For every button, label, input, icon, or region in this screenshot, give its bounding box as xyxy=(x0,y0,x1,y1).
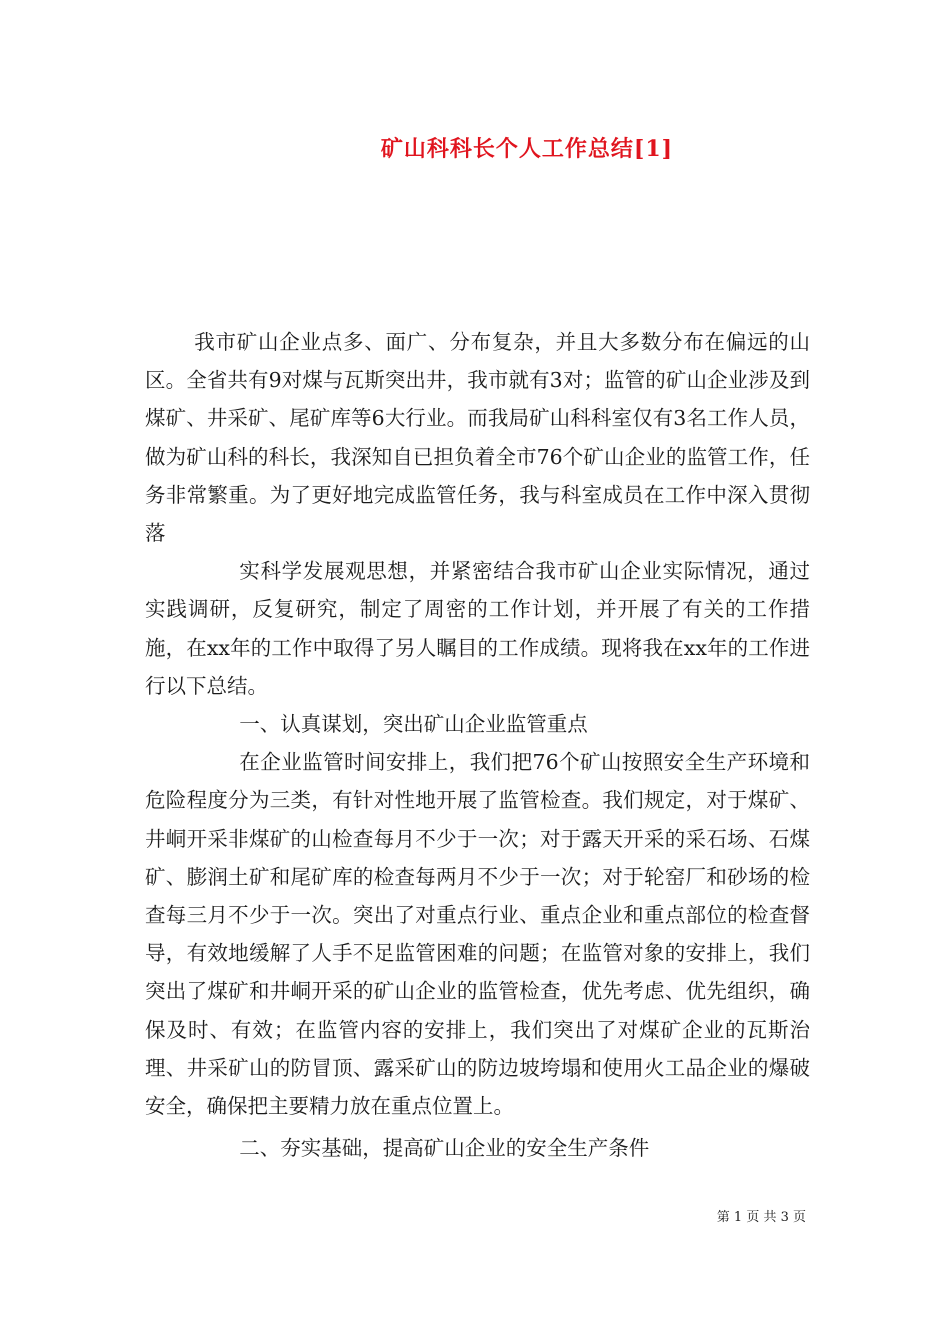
paragraph: 实科学发展观思想，并紧密结合我市矿山企业实际情况，通过实践调研，反复研究，制定了周密的工作计划，并开展了有关的工作措施，在xx年的工作中取得了另人瞩目的工作成绩。现将我在xx年的工作进行以下总结。 xyxy=(145,559,810,698)
document-body xyxy=(145,323,810,1167)
paragraph: 我市矿山企业点多、面广、分布复杂，并且大多数分布在偏远的山区。全省共有9对煤与瓦斯突出井，我市就有3对；监管的矿山企业涉及到煤矿、井采矿、尾矿库等6大行业。而我局矿山科科室仅有3名工作人员，做为矿山科的科长，我深知自已担负着全市76个矿山企业的监管工作，任务非常繁重。为了更好地完成监管任务，我与科室成员在工作中深入贯彻落 xyxy=(145,330,810,546)
section-heading: 一、认真谋划，突出矿山企业监管重点 xyxy=(239,712,588,737)
paragraph: 在企业监管时间安排上，我们把76个矿山按照安全生产环境和危险程度分为三类，有针对性地开展了监管检查。我们规定，对于煤矿、井峒开采非煤矿的山检查每月不少于一次；对于露天开采的采石场、石煤矿、膨润土矿和尾矿库的检查每两月不少于一次；对于轮窑厂和砂场的检查每三月不少于一次。突出了对重点行业、重点企业和重点部位的检查督导，有效地缓解了人手不足监管困难的问题；在监管对象的安排上，我们突出了煤矿和井峒开采的矿山企业的监管检查，优先考虑、优先组织，确保及时、有效；在监管内容的安排上，我们突出了对煤矿企业的瓦斯治理、井采矿山的防冒顶、露采矿山的防边坡垮塌和使用火工品企业的爆破安全，确保把主要精力放在重点位置上。 xyxy=(145,750,810,1119)
document-title: 矿山科科长个人工作总结[1] xyxy=(380,136,674,162)
page-number-footer: 第 1 页 共 3 页 xyxy=(716,1210,806,1225)
section-heading: 二、夯实基础，提高矿山企业的安全生产条件 xyxy=(239,1136,650,1161)
